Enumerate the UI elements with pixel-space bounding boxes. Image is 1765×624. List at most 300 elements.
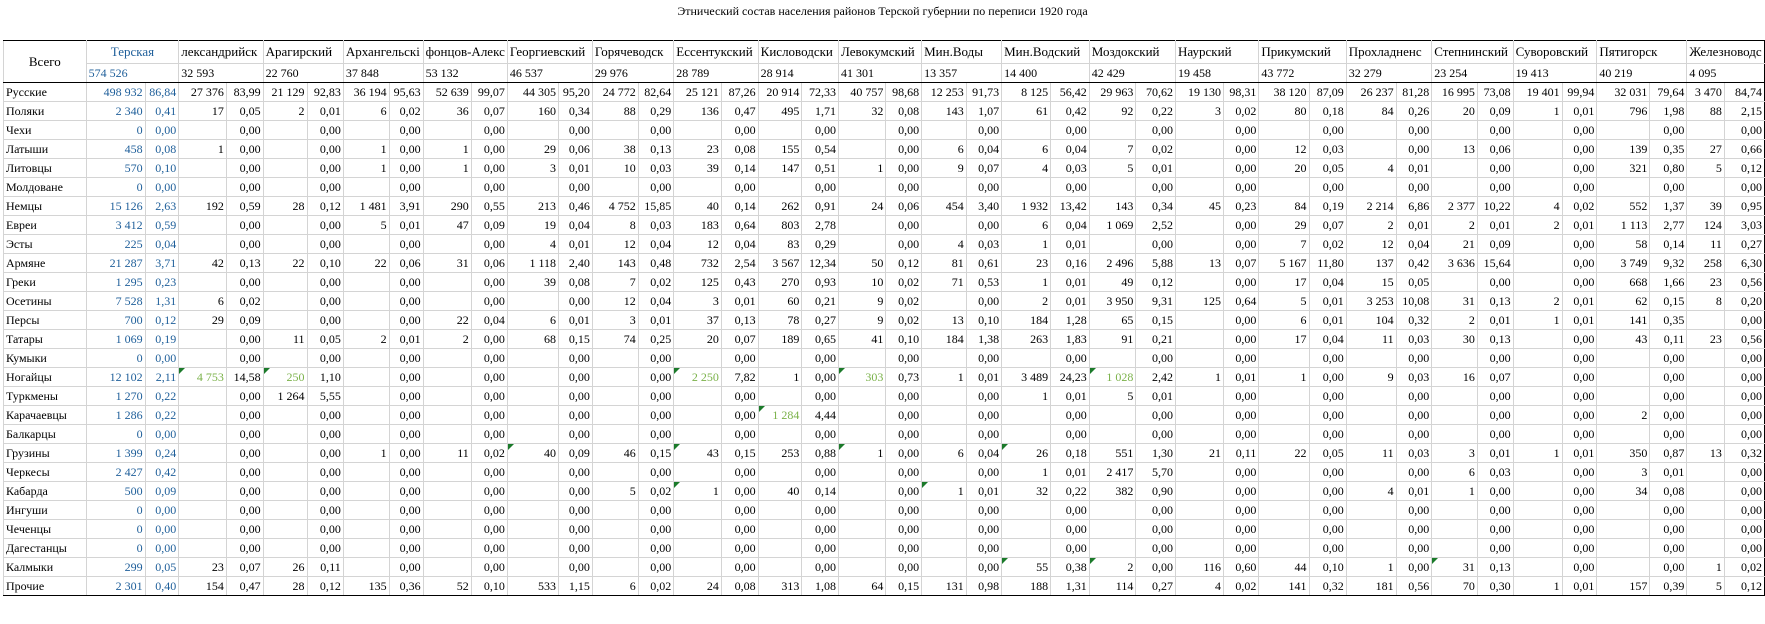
count-cell[interactable]: 65 [1089, 311, 1136, 330]
count-cell[interactable] [507, 501, 558, 520]
count-cell[interactable]: 258 [1687, 254, 1724, 273]
count-cell[interactable]: 6 [922, 140, 967, 159]
column-header-total[interactable]: 40 219 [1597, 64, 1687, 83]
count-cell[interactable]: 11 [1346, 330, 1396, 349]
percent-cell[interactable]: 0,36 [389, 577, 423, 596]
percent-cell[interactable]: 0,00 [1309, 463, 1346, 482]
count-cell[interactable] [674, 406, 722, 425]
percent-cell[interactable]: 0,41 [145, 102, 179, 121]
count-cell[interactable] [1513, 425, 1562, 444]
percent-cell[interactable]: 0,00 [1562, 349, 1597, 368]
count-cell[interactable]: 11 [1346, 444, 1396, 463]
count-cell[interactable]: 1 [922, 482, 967, 501]
percent-cell[interactable]: 0,00 [1650, 368, 1687, 387]
percent-cell[interactable]: 0,01 [1477, 444, 1513, 463]
percent-cell[interactable]: 0,00 [886, 235, 922, 254]
count-cell[interactable] [423, 273, 471, 292]
percent-cell[interactable]: 0,00 [389, 406, 423, 425]
percent-cell[interactable]: 0,02 [471, 444, 507, 463]
percent-cell[interactable]: 0,00 [802, 425, 839, 444]
count-cell[interactable]: 2 [1513, 216, 1562, 235]
count-cell[interactable] [343, 406, 389, 425]
percent-cell[interactable]: 0,00 [721, 406, 758, 425]
percent-cell[interactable]: 0,00 [226, 425, 263, 444]
percent-cell[interactable]: 0,07 [1477, 368, 1513, 387]
percent-cell[interactable]: 0,00 [226, 235, 263, 254]
percent-cell[interactable]: 0,00 [1136, 501, 1176, 520]
count-cell[interactable] [1346, 349, 1396, 368]
count-cell[interactable]: 668 [1597, 273, 1650, 292]
percent-cell[interactable]: 81,28 [1396, 83, 1432, 102]
count-cell[interactable]: 3 412 [86, 216, 145, 235]
count-cell[interactable] [1432, 425, 1478, 444]
percent-cell[interactable]: 0,12 [1136, 273, 1176, 292]
percent-cell[interactable]: 0,00 [638, 463, 674, 482]
count-cell[interactable]: 19 [507, 216, 558, 235]
count-cell[interactable] [507, 425, 558, 444]
count-cell[interactable]: 13 [922, 311, 967, 330]
percent-cell[interactable]: 13,42 [1051, 197, 1090, 216]
count-cell[interactable] [592, 406, 638, 425]
column-header-name[interactable]: Кисловодски [758, 41, 838, 64]
percent-cell[interactable]: 0,00 [1051, 406, 1090, 425]
percent-cell[interactable]: 0,00 [1051, 520, 1090, 539]
percent-cell[interactable]: 0,00 [1724, 387, 1764, 406]
row-label[interactable]: Эсты [4, 235, 87, 254]
percent-cell[interactable]: 0,01 [1562, 292, 1597, 311]
column-header-total[interactable]: 574 526 [86, 64, 179, 83]
count-cell[interactable]: 30 [1432, 330, 1478, 349]
count-cell[interactable] [592, 520, 638, 539]
column-header-total[interactable]: 13 357 [922, 64, 1002, 83]
count-cell[interactable]: 1 [423, 140, 471, 159]
count-cell[interactable] [922, 520, 967, 539]
percent-cell[interactable]: 0,10 [307, 254, 343, 273]
percent-cell[interactable]: 0,01 [1309, 292, 1346, 311]
count-cell[interactable] [1002, 406, 1051, 425]
count-cell[interactable]: 27 [1687, 140, 1724, 159]
percent-cell[interactable]: 0,00 [1562, 406, 1597, 425]
count-cell[interactable]: 3 567 [758, 254, 802, 273]
count-cell[interactable]: 12 253 [922, 83, 967, 102]
percent-cell[interactable]: 0,00 [966, 520, 1001, 539]
percent-cell[interactable]: 0,00 [1562, 273, 1597, 292]
count-cell[interactable]: 92 [1089, 102, 1136, 121]
percent-cell[interactable]: 0,00 [886, 425, 922, 444]
count-cell[interactable] [1176, 349, 1224, 368]
percent-cell[interactable]: 0,04 [559, 216, 593, 235]
count-cell[interactable]: 147 [758, 159, 802, 178]
count-cell[interactable] [507, 178, 558, 197]
count-cell[interactable]: 321 [1597, 159, 1650, 178]
percent-cell[interactable]: 0,00 [471, 406, 507, 425]
percent-cell[interactable]: 0,22 [145, 387, 179, 406]
percent-cell[interactable]: 0,00 [1562, 463, 1597, 482]
count-cell[interactable] [1346, 539, 1396, 558]
count-cell[interactable]: 1 [343, 159, 389, 178]
percent-cell[interactable]: 0,00 [389, 539, 423, 558]
percent-cell[interactable]: 0,00 [1224, 520, 1259, 539]
count-cell[interactable] [839, 140, 886, 159]
percent-cell[interactable]: 0,00 [1477, 387, 1513, 406]
percent-cell[interactable]: 0,00 [1051, 501, 1090, 520]
count-cell[interactable] [1346, 520, 1396, 539]
percent-cell[interactable]: 0,00 [1136, 520, 1176, 539]
count-cell[interactable]: 21 [1176, 444, 1224, 463]
count-cell[interactable] [922, 539, 967, 558]
percent-cell[interactable]: 0,04 [638, 292, 674, 311]
percent-cell[interactable]: 0,00 [638, 349, 674, 368]
count-cell[interactable]: 4 [1176, 577, 1224, 596]
count-cell[interactable] [423, 425, 471, 444]
count-cell[interactable] [343, 482, 389, 501]
count-cell[interactable]: 12 [1346, 235, 1396, 254]
count-cell[interactable]: 1 [922, 368, 967, 387]
row-label[interactable]: Татары [4, 330, 87, 349]
percent-cell[interactable]: 0,02 [1562, 197, 1597, 216]
count-cell[interactable]: 12 [674, 235, 722, 254]
count-cell[interactable] [263, 406, 307, 425]
percent-cell[interactable]: 0,00 [559, 292, 593, 311]
count-cell[interactable]: 1 [179, 140, 227, 159]
count-cell[interactable]: 1 [1176, 368, 1224, 387]
count-cell[interactable]: 184 [1002, 311, 1051, 330]
count-cell[interactable] [343, 387, 389, 406]
count-cell[interactable]: 24 772 [592, 83, 638, 102]
percent-cell[interactable]: 0,00 [307, 178, 343, 197]
count-cell[interactable]: 32 [839, 102, 886, 121]
count-cell[interactable]: 50 [839, 254, 886, 273]
column-header-name[interactable]: Терская [86, 41, 179, 64]
percent-cell[interactable]: 0,55 [471, 197, 507, 216]
count-cell[interactable] [179, 387, 227, 406]
count-cell[interactable]: 20 [1432, 102, 1478, 121]
percent-cell[interactable]: 0,00 [1224, 159, 1259, 178]
percent-cell[interactable]: 0,00 [1724, 368, 1764, 387]
count-cell[interactable] [758, 178, 802, 197]
percent-cell[interactable]: 0,00 [1309, 501, 1346, 520]
count-cell[interactable]: 16 [1432, 368, 1478, 387]
count-cell[interactable]: 39 [507, 273, 558, 292]
count-cell[interactable] [1089, 406, 1136, 425]
count-cell[interactable]: 458 [86, 140, 145, 159]
percent-cell[interactable]: 0,12 [145, 311, 179, 330]
percent-cell[interactable]: 6,86 [1396, 197, 1432, 216]
percent-cell[interactable]: 0,00 [721, 558, 758, 577]
count-cell[interactable]: 6 [1002, 216, 1051, 235]
count-cell[interactable] [507, 520, 558, 539]
count-cell[interactable] [592, 558, 638, 577]
count-cell[interactable] [1002, 425, 1051, 444]
percent-cell[interactable]: 0,02 [389, 102, 423, 121]
count-cell[interactable]: 552 [1597, 197, 1650, 216]
percent-cell[interactable]: 1,07 [966, 102, 1001, 121]
count-cell[interactable] [1089, 178, 1136, 197]
count-cell[interactable] [507, 482, 558, 501]
count-cell[interactable]: 6 [1259, 311, 1309, 330]
percent-cell[interactable]: 0,00 [226, 273, 263, 292]
percent-cell[interactable]: 0,19 [145, 330, 179, 349]
count-cell[interactable] [423, 121, 471, 140]
percent-cell[interactable]: 0,13 [1477, 558, 1513, 577]
percent-cell[interactable]: 0,20 [1724, 292, 1764, 311]
percent-cell[interactable]: 56,42 [1051, 83, 1090, 102]
count-cell[interactable]: 44 [1259, 558, 1309, 577]
row-label[interactable]: Немцы [4, 197, 87, 216]
percent-cell[interactable]: 0,25 [638, 330, 674, 349]
count-cell[interactable] [1346, 140, 1396, 159]
percent-cell[interactable]: 0,07 [471, 102, 507, 121]
count-cell[interactable]: 2 [263, 102, 307, 121]
count-cell[interactable]: 136 [674, 102, 722, 121]
count-cell[interactable] [839, 520, 886, 539]
column-header-total[interactable]: 22 760 [263, 64, 343, 83]
count-cell[interactable] [1513, 387, 1562, 406]
count-cell[interactable]: 350 [1597, 444, 1650, 463]
percent-cell[interactable]: 2,52 [1136, 216, 1176, 235]
percent-cell[interactable]: 0,00 [638, 520, 674, 539]
count-cell[interactable]: 454 [922, 197, 967, 216]
column-header-total[interactable]: 19 413 [1513, 64, 1597, 83]
percent-cell[interactable]: 0,15 [1136, 311, 1176, 330]
percent-cell[interactable]: 0,00 [1396, 406, 1432, 425]
count-cell[interactable]: 64 [839, 577, 886, 596]
percent-cell[interactable]: 1,31 [1051, 577, 1090, 596]
percent-cell[interactable]: 83,99 [226, 83, 263, 102]
percent-cell[interactable]: 0,01 [389, 216, 423, 235]
count-cell[interactable]: 1 [839, 444, 886, 463]
percent-cell[interactable]: 0,00 [721, 349, 758, 368]
count-cell[interactable] [839, 558, 886, 577]
percent-cell[interactable]: 0,00 [886, 140, 922, 159]
percent-cell[interactable]: 0,00 [1224, 311, 1259, 330]
count-cell[interactable]: 23 [674, 140, 722, 159]
count-cell[interactable] [1176, 330, 1224, 349]
percent-cell[interactable]: 0,03 [966, 235, 1001, 254]
count-cell[interactable] [1089, 235, 1136, 254]
percent-cell[interactable]: 0,00 [1224, 235, 1259, 254]
percent-cell[interactable]: 99,94 [1562, 83, 1597, 102]
percent-cell[interactable]: 0,29 [638, 102, 674, 121]
count-cell[interactable]: 26 [1002, 444, 1051, 463]
percent-cell[interactable]: 0,00 [1477, 406, 1513, 425]
percent-cell[interactable]: 9,31 [1136, 292, 1176, 311]
count-cell[interactable] [674, 501, 722, 520]
percent-cell[interactable]: 14,58 [226, 368, 263, 387]
percent-cell[interactable]: 24,23 [1051, 368, 1090, 387]
percent-cell[interactable]: 0,00 [471, 482, 507, 501]
count-cell[interactable] [1687, 406, 1724, 425]
count-cell[interactable]: 141 [1259, 577, 1309, 596]
count-cell[interactable]: 52 639 [423, 83, 471, 102]
percent-cell[interactable]: 0,00 [559, 406, 593, 425]
percent-cell[interactable]: 0,03 [1051, 159, 1090, 178]
count-cell[interactable] [922, 121, 967, 140]
count-cell[interactable]: 74 [592, 330, 638, 349]
count-cell[interactable] [1002, 349, 1051, 368]
count-cell[interactable]: 9 [922, 159, 967, 178]
percent-cell[interactable]: 0,00 [1224, 330, 1259, 349]
percent-cell[interactable]: 0,00 [307, 140, 343, 159]
count-cell[interactable]: 27 376 [179, 83, 227, 102]
percent-cell[interactable]: 0,14 [721, 197, 758, 216]
count-cell[interactable] [1176, 425, 1224, 444]
count-cell[interactable]: 26 [263, 558, 307, 577]
percent-cell[interactable]: 0,01 [966, 482, 1001, 501]
percent-cell[interactable]: 0,22 [145, 406, 179, 425]
row-label[interactable]: Карачаевцы [4, 406, 87, 425]
percent-cell[interactable]: 0,00 [226, 121, 263, 140]
count-cell[interactable] [179, 159, 227, 178]
count-cell[interactable] [1513, 463, 1562, 482]
count-cell[interactable] [179, 273, 227, 292]
count-cell[interactable] [922, 406, 967, 425]
percent-cell[interactable]: 0,00 [721, 425, 758, 444]
count-cell[interactable]: 20 [1259, 159, 1309, 178]
percent-cell[interactable]: 0,00 [145, 121, 179, 140]
percent-cell[interactable]: 0,00 [1477, 159, 1513, 178]
count-cell[interactable]: 2 427 [86, 463, 145, 482]
percent-cell[interactable]: 0,00 [1136, 425, 1176, 444]
percent-cell[interactable]: 0,60 [1224, 558, 1259, 577]
percent-cell[interactable]: 0,61 [966, 254, 1001, 273]
percent-cell[interactable]: 0,56 [1724, 273, 1764, 292]
percent-cell[interactable]: 0,00 [307, 425, 343, 444]
percent-cell[interactable]: 0,00 [1136, 121, 1176, 140]
percent-cell[interactable]: 1,37 [1650, 197, 1687, 216]
count-cell[interactable] [263, 520, 307, 539]
count-cell[interactable]: 8 [592, 216, 638, 235]
count-cell[interactable] [1176, 539, 1224, 558]
percent-cell[interactable]: 0,00 [1396, 349, 1432, 368]
percent-cell[interactable]: 0,27 [802, 311, 839, 330]
count-cell[interactable]: 10 [839, 273, 886, 292]
percent-cell[interactable]: 0,73 [886, 368, 922, 387]
percent-cell[interactable]: 0,00 [226, 406, 263, 425]
percent-cell[interactable]: 0,00 [471, 140, 507, 159]
percent-cell[interactable]: 0,00 [1136, 406, 1176, 425]
count-cell[interactable] [592, 463, 638, 482]
count-cell[interactable]: 700 [86, 311, 145, 330]
percent-cell[interactable]: 0,00 [389, 520, 423, 539]
percent-cell[interactable]: 0,08 [886, 102, 922, 121]
count-cell[interactable]: 22 [1259, 444, 1309, 463]
row-label[interactable]: Персы [4, 311, 87, 330]
count-cell[interactable]: 31 [1432, 292, 1478, 311]
count-cell[interactable]: 21 287 [86, 254, 145, 273]
percent-cell[interactable]: 0,06 [886, 197, 922, 216]
percent-cell[interactable]: 0,00 [307, 235, 343, 254]
count-cell[interactable]: 5 [343, 216, 389, 235]
percent-cell[interactable]: 0,12 [307, 197, 343, 216]
row-label[interactable]: Ингуши [4, 501, 87, 520]
count-cell[interactable]: 83 [758, 235, 802, 254]
percent-cell[interactable]: 3,40 [966, 197, 1001, 216]
count-cell[interactable] [1176, 463, 1224, 482]
count-cell[interactable] [1597, 368, 1650, 387]
count-cell[interactable] [1176, 121, 1224, 140]
count-cell[interactable]: 68 [507, 330, 558, 349]
column-header-name[interactable]: Мин.Водский [1002, 41, 1090, 64]
percent-cell[interactable]: 0,15 [721, 444, 758, 463]
percent-cell[interactable]: 0,00 [307, 292, 343, 311]
percent-cell[interactable]: 0,00 [226, 330, 263, 349]
percent-cell[interactable]: 0,13 [638, 140, 674, 159]
percent-cell[interactable]: 0,00 [471, 330, 507, 349]
count-cell[interactable] [507, 121, 558, 140]
percent-cell[interactable]: 0,32 [1724, 444, 1764, 463]
percent-cell[interactable]: 0,10 [471, 577, 507, 596]
count-cell[interactable]: 104 [1346, 311, 1396, 330]
percent-cell[interactable]: 0,00 [1051, 425, 1090, 444]
count-cell[interactable]: 1 932 [1002, 197, 1051, 216]
corner-label[interactable]: Всего [4, 41, 87, 83]
percent-cell[interactable]: 0,51 [802, 159, 839, 178]
count-cell[interactable]: 38 120 [1259, 83, 1309, 102]
count-cell[interactable] [592, 349, 638, 368]
percent-cell[interactable]: 0,42 [1051, 102, 1090, 121]
percent-cell[interactable]: 0,00 [638, 425, 674, 444]
percent-cell[interactable]: 0,15 [559, 330, 593, 349]
percent-cell[interactable]: 0,15 [886, 577, 922, 596]
count-cell[interactable]: 2 [1346, 216, 1396, 235]
percent-cell[interactable]: 0,06 [471, 254, 507, 273]
percent-cell[interactable]: 0,00 [471, 178, 507, 197]
count-cell[interactable]: 23 [1687, 330, 1724, 349]
percent-cell[interactable]: 0,02 [1224, 577, 1259, 596]
count-cell[interactable] [839, 463, 886, 482]
count-cell[interactable]: 192 [179, 197, 227, 216]
count-cell[interactable] [1259, 539, 1309, 558]
percent-cell[interactable]: 0,00 [721, 539, 758, 558]
count-cell[interactable]: 137 [1346, 254, 1396, 273]
percent-cell[interactable]: 99,07 [471, 83, 507, 102]
percent-cell[interactable]: 1,10 [307, 368, 343, 387]
percent-cell[interactable]: 0,88 [802, 444, 839, 463]
percent-cell[interactable]: 0,00 [559, 425, 593, 444]
count-cell[interactable] [1089, 425, 1136, 444]
column-header-name[interactable]: Прохладненс [1346, 41, 1431, 64]
row-label[interactable]: Литовцы [4, 159, 87, 178]
percent-cell[interactable]: 0,00 [638, 368, 674, 387]
count-cell[interactable] [263, 216, 307, 235]
count-cell[interactable] [1687, 482, 1724, 501]
percent-cell[interactable]: 0,00 [1724, 520, 1764, 539]
count-cell[interactable] [507, 292, 558, 311]
percent-cell[interactable]: 0,00 [226, 444, 263, 463]
percent-cell[interactable]: 0,00 [1136, 539, 1176, 558]
count-cell[interactable]: 1 [1002, 387, 1051, 406]
percent-cell[interactable]: 1,15 [559, 577, 593, 596]
count-cell[interactable] [263, 235, 307, 254]
percent-cell[interactable]: 0,00 [1309, 387, 1346, 406]
percent-cell[interactable]: 0,27 [1724, 235, 1764, 254]
percent-cell[interactable]: 70,62 [1136, 83, 1176, 102]
count-cell[interactable]: 13 [1432, 140, 1478, 159]
percent-cell[interactable]: 0,00 [389, 140, 423, 159]
percent-cell[interactable]: 0,00 [886, 501, 922, 520]
count-cell[interactable] [674, 520, 722, 539]
count-cell[interactable] [1597, 501, 1650, 520]
percent-cell[interactable]: 0,00 [1309, 520, 1346, 539]
count-cell[interactable]: 1 [1002, 273, 1051, 292]
percent-cell[interactable]: 1,38 [966, 330, 1001, 349]
count-cell[interactable] [758, 425, 802, 444]
percent-cell[interactable]: 0,04 [638, 235, 674, 254]
count-cell[interactable]: 495 [758, 102, 802, 121]
percent-cell[interactable]: 0,00 [389, 387, 423, 406]
count-cell[interactable]: 1 [1002, 235, 1051, 254]
